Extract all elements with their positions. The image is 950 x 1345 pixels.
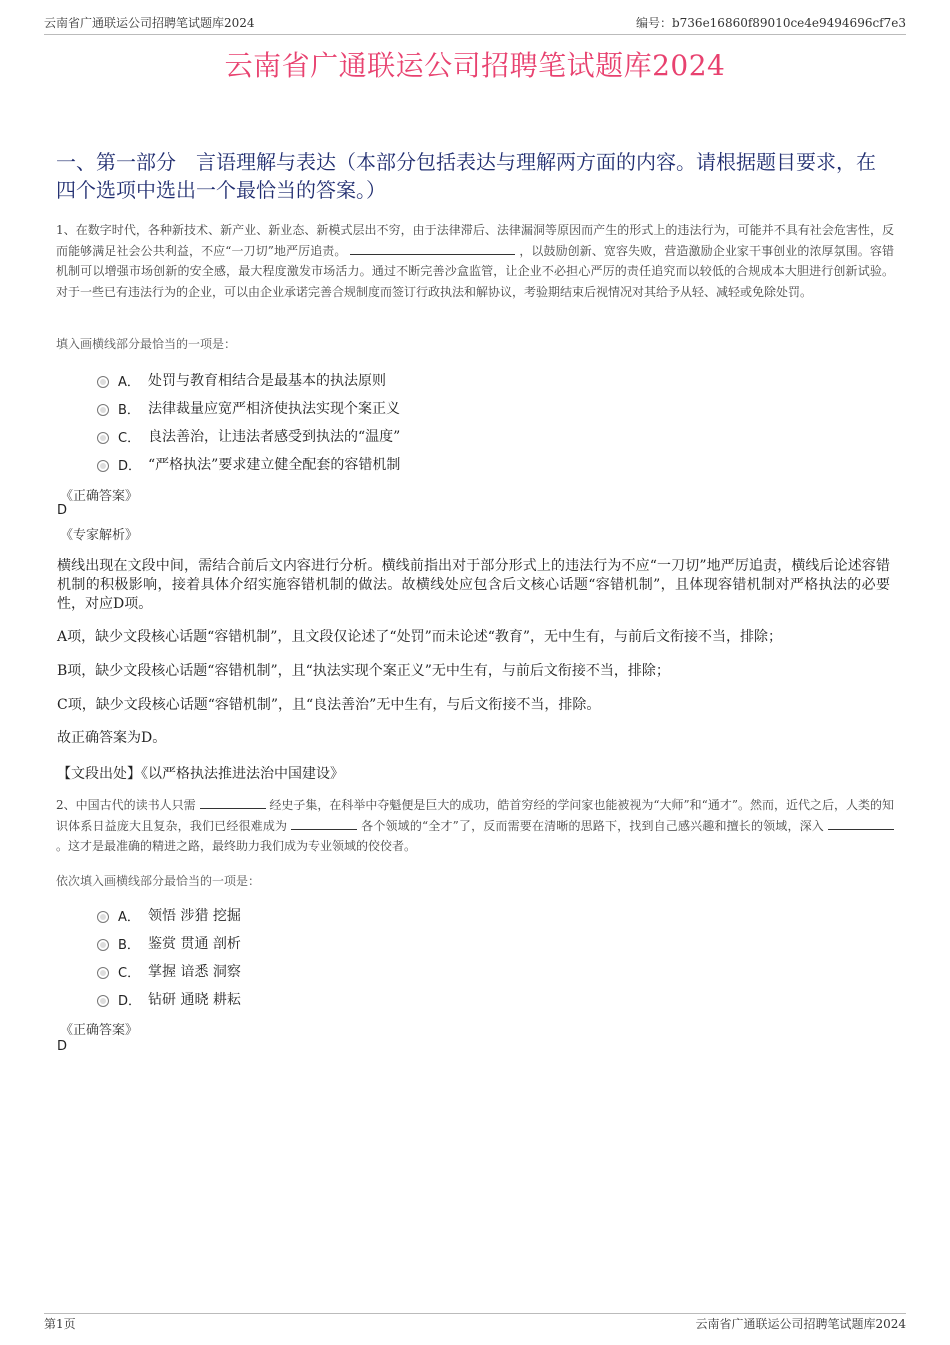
q1-option-b[interactable]: B． 法律裁量应宽严相济使执法实现个案正义: [97, 398, 400, 418]
radio-icon[interactable]: [97, 432, 109, 444]
radio-icon[interactable]: [97, 911, 109, 923]
q2-option-c[interactable]: C． 掌握 谙悉 洞察: [97, 961, 241, 981]
q1-analysis-conclusion: 故正确答案为D。: [57, 730, 167, 746]
q1-answer: D: [57, 503, 68, 518]
q1-option-a[interactable]: A． 处罚与教育相结合是最基本的执法原则: [97, 370, 386, 390]
q1-answer-label: 《正确答案》: [60, 489, 139, 504]
q1-analysis-label: 《专家解析》: [60, 528, 139, 543]
q1-analysis-c: C项，缺少文段核心话题“容错机制”，且“良法善治”无中生有，与后文衔接不当，排除。: [57, 697, 601, 713]
q1-passage-part-a: 1、在数字时代，各种新技术、新产业、新业态、新模式层出不穷，由于法律滞后、法律漏洞等原因而产生的形式上的违法行为，可能并不具有社会危害性，反而能够满足社会公共利益，不应“一刀切”地严厉追责。: [56, 223, 894, 258]
radio-icon[interactable]: [97, 376, 109, 388]
header-doc-title: 云南省广通联运公司招聘笔试题库2024: [44, 16, 255, 30]
q2-prompt: 依次填入画横线部分最恰当的一项是：: [56, 874, 261, 888]
q2-passage-part-b: 经史子集，在科举中夺魁便是巨大的成功，皓首穷经的学问家也能被视为“大师”和“通才”。然而，近代之后，人类的知识体系日益庞大且复杂，我们已经很难成为: [56, 798, 894, 833]
q1-option-d[interactable]: D． “严格执法”要求建立健全配套的容错机制: [97, 454, 400, 474]
q1-option-c[interactable]: C． 良法善治，让违法者感受到执法的“温度”: [97, 426, 400, 446]
page-number: 第1页: [44, 1317, 76, 1331]
q1-blank: [350, 242, 515, 255]
radio-icon[interactable]: [97, 939, 109, 951]
q2-passage-part-a: 2、中国古代的读书人只需: [56, 798, 196, 812]
q2-passage: [56, 795, 894, 857]
q1-analysis-b: B项，缺少文段核心话题“容错机制”，且“执法实现个案正义”无中生有，与前后文衔接不当，排除；: [57, 663, 670, 679]
q1-analysis-a: A项，缺少文段核心话题“容错机制”，且文段仅论述了“处罚”而未论述“教育”，无中生有，与前后文衔接不当，排除；: [57, 629, 783, 645]
q2-blank-2: [291, 817, 357, 830]
q2-passage-part-d: 。这才是最准确的精进之路，最终助力我们成为专业领域的佼佼者。: [56, 839, 417, 853]
q2-option-a[interactable]: A． 领悟 涉猎 挖掘: [97, 905, 241, 925]
q2-option-b[interactable]: B． 鉴赏 贯通 剖析: [97, 933, 241, 953]
radio-icon[interactable]: [97, 460, 109, 472]
q1-analysis-main: 横线出现在文段中间，需结合前后文内容进行分析。横线前指出对于部分形式上的违法行为不应“一刀切”地严厉追责，横线后论述容错机制的积极影响，接着具体介绍实施容错机制的做法。故横线处应包含后文核心话题“容错机制”，且体现容错机制对严格执法的必要性，对应D项。: [57, 558, 890, 612]
document-title: 云南省广通联运公司招聘笔试题库2024: [224, 49, 726, 82]
q2-answer-label: 《正确答案》: [60, 1023, 139, 1038]
section-title: 一、第一部分 言语理解与表达（本部分包括表达与理解两方面的内容。请根据题目要求，在四个选项中选出一个最恰当的答案。）: [56, 150, 876, 202]
q1-passage: [56, 220, 894, 302]
page-footer: [44, 1313, 906, 1332]
footer-doc-title: 云南省广通联运公司招聘笔试题库2024: [695, 1317, 906, 1331]
page-header: [44, 14, 906, 35]
radio-icon[interactable]: [97, 995, 109, 1007]
radio-icon[interactable]: [97, 404, 109, 416]
q2-passage-part-c: 各个领域的“全才”了，反而需要在清晰的思路下，找到自己感兴趣和擅长的领域，深入: [361, 818, 824, 833]
q2-option-d[interactable]: D． 钻研 通晓 耕耘: [97, 989, 241, 1009]
q2-blank-3: [828, 817, 894, 830]
header-doc-id: 编号：b736e16860f89010ce4e9494696cf7e3: [635, 16, 906, 30]
q2-answer: D: [57, 1039, 68, 1054]
q1-passage-part-b: ，以鼓励创新、宽容失败，营造激励企业家干事创业的浓厚氛围。容错机制可以增强市场创新的安全感，最大程度激发市场活力。通过不断完善沙盒监管，让企业不必担心严厉的责任追究而以较低的合规成本大胆进行创新试验。对于一些已有违法行为的企业，可以由企业承诺完善合规制度而签订行政执法和解协议，考验期结束后视情况对其给予从轻、减轻或免除处罚。: [56, 243, 894, 299]
q2-blank-1: [200, 796, 266, 809]
q1-source: 【文段出处】《以严格执法推进法治中国建设》: [57, 766, 344, 782]
radio-icon[interactable]: [97, 967, 109, 979]
q1-prompt: 填入画横线部分最恰当的一项是：: [56, 337, 237, 351]
